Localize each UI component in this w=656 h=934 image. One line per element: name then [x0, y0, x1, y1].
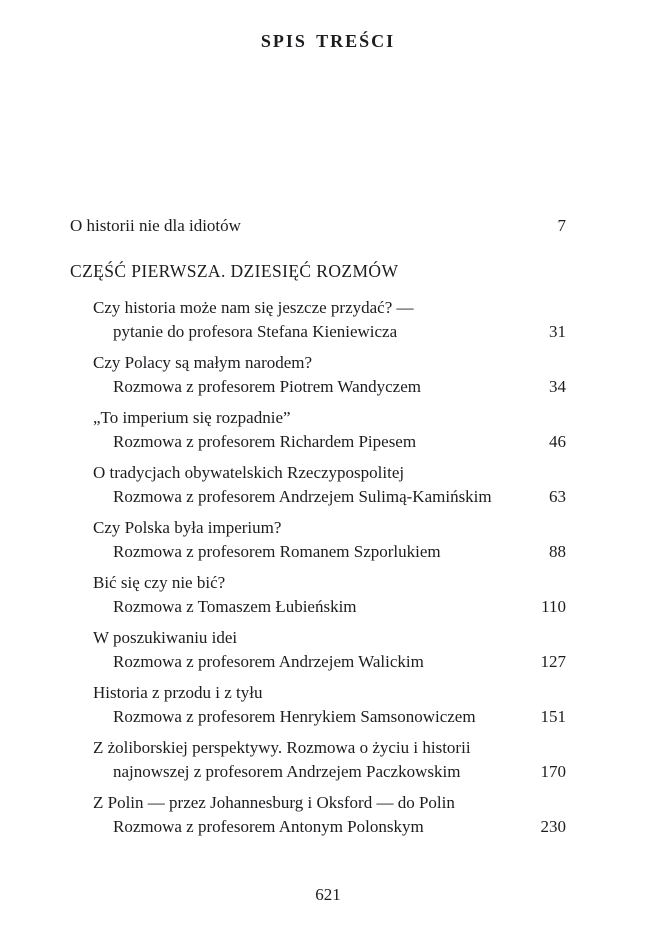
toc-entry-title: O tradycjach obywatelskich Rzeczypospolitej — [93, 463, 405, 482]
toc-entry-subtitle-row — [93, 540, 566, 564]
toc-entry — [93, 461, 566, 509]
toc-entry — [93, 571, 566, 619]
toc-entry-subtitle: Rozmowa z profesorem Andrzejem Sulimą-Kamińskim — [113, 487, 492, 506]
toc-entry-subtitle-row — [93, 760, 566, 784]
toc-entry-page: 110 — [541, 597, 566, 616]
toc-entry-subtitle: Rozmowa z profesorem Romanem Szporlukiem — [113, 542, 441, 561]
toc-entry-title: Czy Polska była imperium? — [93, 518, 282, 537]
toc-entry-title: Czy Polacy są małym narodem? — [93, 353, 313, 372]
toc-entry-page: 170 — [540, 762, 566, 781]
toc-entry-title: Z żoliborskiej perspektywy. Rozmowa o życiu i historii — [93, 738, 471, 757]
toc-entry-title: Czy historia może nam się jeszcze przydać? — — [93, 298, 414, 317]
toc-front-entry — [70, 214, 566, 238]
toc-entry-title: W poszukiwaniu idei — [93, 628, 238, 647]
toc-entry — [93, 351, 566, 399]
toc-entry-subtitle-row — [93, 375, 566, 399]
toc-entry-subtitle: Rozmowa z profesorem Antonym Polonskym — [113, 817, 424, 836]
toc-entry-subtitle: Rozmowa z profesorem Piotrem Wandyczem — [113, 377, 422, 396]
toc-entry — [93, 791, 566, 839]
toc-entry — [93, 516, 566, 564]
toc-entry-subtitle: Rozmowa z profesorem Andrzejem Walickim — [113, 652, 424, 671]
toc-entry-subtitle: najnowszej z profesorem Andrzejem Paczkowskim — [113, 762, 461, 781]
toc-entry-page: 127 — [540, 652, 566, 671]
toc-entry-subtitle-row — [93, 320, 566, 344]
toc-front-entry-label: O historii nie dla idiotów — [70, 216, 241, 235]
toc-entry-subtitle: Rozmowa z profesorem Henrykiem Samsonowiczem — [113, 707, 476, 726]
toc-entry-page: 34 — [549, 377, 566, 396]
toc-entry-title: Historia z przodu i z tyłu — [93, 683, 263, 702]
toc-entry-subtitle-row — [93, 430, 566, 454]
toc-entry-page: 230 — [540, 817, 566, 836]
toc-entry-page: 31 — [549, 322, 566, 341]
toc-entry — [93, 736, 566, 784]
toc-section-heading: CZĘŚĆ PIERWSZA. DZIESIĘĆ ROZMÓW — [70, 261, 399, 281]
toc-entry-page: 46 — [549, 432, 566, 451]
toc-entry-page: 63 — [549, 487, 566, 506]
page-title: SPIS TREŚCI — [260, 31, 396, 51]
toc-entry-subtitle-row — [93, 485, 566, 509]
toc-entry — [93, 681, 566, 729]
toc-entry-subtitle-row — [93, 815, 566, 839]
toc-entry-list — [93, 296, 566, 846]
toc-entry-page: 88 — [549, 542, 566, 561]
toc-entry-page: 151 — [540, 707, 566, 726]
toc-entry-title: Z Polin — przez Johannesburg i Oksford — do Polin — [93, 793, 455, 812]
toc-entry-subtitle-row — [93, 650, 566, 674]
toc-entry-subtitle: Rozmowa z Tomaszem Łubieńskim — [113, 597, 357, 616]
toc-entry — [93, 296, 566, 344]
toc-entry-subtitle: pytanie do profesora Stefana Kieniewicza — [113, 322, 398, 341]
toc-front-entry-page: 7 — [557, 216, 566, 235]
toc-entry-title: „To imperium się rozpadnie” — [93, 408, 291, 427]
toc-entry-subtitle-row — [93, 705, 566, 729]
toc-entry — [93, 626, 566, 674]
page-number-footer: 621 — [315, 885, 341, 904]
toc-entry-title: Bić się czy nie bić? — [93, 573, 226, 592]
toc-entry-subtitle-row — [93, 595, 566, 619]
toc-entry-subtitle: Rozmowa z profesorem Richardem Pipesem — [113, 432, 417, 451]
toc-entry — [93, 406, 566, 454]
